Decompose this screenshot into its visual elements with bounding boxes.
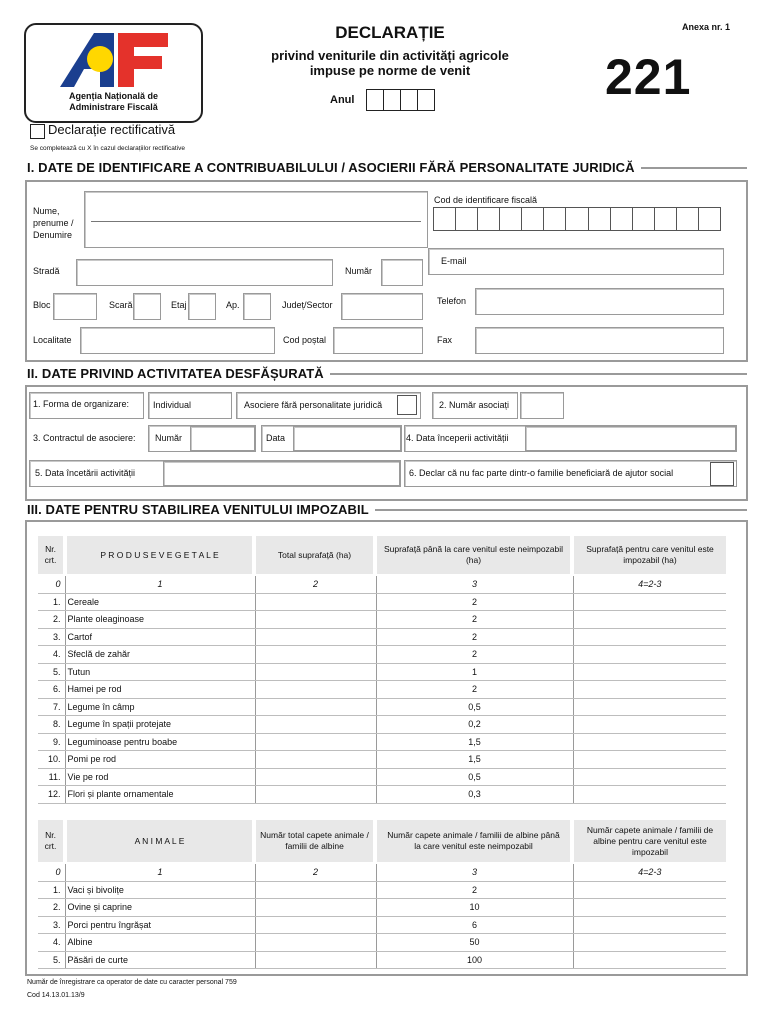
animal-index-4: 4=2-3 [573,864,726,881]
crop-row [38,663,726,681]
crop-taxable-cell[interactable] [573,663,726,681]
crop-taxable-cell[interactable] [573,698,726,716]
animal-index-1: 1 [65,864,255,881]
rectification-label: Declarație rectificativă [48,122,176,137]
crop-taxable-cell[interactable] [573,768,726,786]
associates-label: 2. Număr asociați [439,400,510,410]
crop-limit: 2 [376,628,573,646]
number-label: Număr [345,266,373,276]
name-field[interactable] [84,191,428,248]
crop-limit: 2 [376,593,573,611]
animal-header-taxable: Număr capete animale / familii de albine pentru care venitul este impozabil [574,820,726,862]
rectification-note: Se completează cu X în cazul declarațiilor rectificative [30,145,185,152]
crop-nr: 12. [38,786,65,804]
annex-label: Anexa nr. 1 [682,22,731,32]
postal-label: Cod poștal [283,335,327,345]
crop-index-1: 1 [65,576,255,593]
section2-title: II. DATE PRIVIND ACTIVITATEA DESFĂȘURATĂ [27,366,747,381]
crop-nr: 10. [38,751,65,769]
agency-logo-box [24,23,203,123]
start-date-field[interactable] [525,426,736,451]
form-code: Cod 14.13.01.13/9 [27,992,85,999]
animal-limit: 100 [376,951,573,969]
crop-nr: 8. [38,716,65,734]
email-label: E-mail [441,256,467,266]
name-label-line1: Nume, [33,206,60,216]
crop-nr: 1. [38,593,65,611]
crop-total-cell[interactable] [255,768,376,786]
crop-limit: 2 [376,611,573,629]
crop-nr: 4. [38,646,65,664]
crop-name: Cartof [65,628,255,646]
crop-index-2: 2 [255,576,376,593]
animal-limit: 50 [376,934,573,952]
start-date-label: 4. Data începerii activității [406,433,509,443]
bloc-field[interactable] [53,293,97,320]
animal-name: Vaci și bivolițe [65,881,255,899]
crop-nr: 3. [38,628,65,646]
crop-index-4: 4=2-3 [573,576,726,593]
contract-label: 3. Contractul de asociere: [33,433,136,443]
associates-field[interactable] [520,392,564,419]
crop-total-cell[interactable] [255,786,376,804]
crop-table [38,576,726,804]
crop-row [38,716,726,734]
form-subtitle-line1: privind veniturile din activități agricole [271,48,509,63]
crop-row [38,646,726,664]
judet-field[interactable] [341,293,423,320]
animal-header-nr: Nr. crt. [38,820,63,862]
animal-row [38,881,726,899]
crop-total-cell[interactable] [255,751,376,769]
crop-header-taxable: Suprafață pentru care venitul este impozabil (ha) [574,536,726,574]
agency-name [26,91,201,113]
crop-nr: 9. [38,733,65,751]
ap-label: Ap. [226,300,240,310]
crop-nr: 11. [38,768,65,786]
crop-name: Legume în câmp [65,698,255,716]
form-number: 221 [605,49,692,105]
crop-limit: 1 [376,663,573,681]
ap-field[interactable] [243,293,271,320]
phone-field[interactable] [475,288,724,315]
crop-limit: 2 [376,681,573,699]
animal-taxable-cell[interactable] [573,951,726,969]
animal-taxable-cell[interactable] [573,881,726,899]
cif-input[interactable] [433,207,721,231]
crop-name: Legume în spații protejate [65,716,255,734]
animal-row [38,951,726,969]
operator-note: Număr de înregistrare ca operator de date cu caracter personal 759 [27,979,237,986]
crop-total-cell[interactable] [255,733,376,751]
name-label-line2: prenume / [33,218,74,228]
crop-total-cell[interactable] [255,611,376,629]
form-title: DECLARAȚIE [335,23,445,42]
rectification-checkbox[interactable] [30,124,45,139]
animal-limit: 2 [376,881,573,899]
crop-header-exempt: Suprafață până la care venitul este neimpozabil (ha) [377,536,570,574]
section1-title: I. DATE DE IDENTIFICARE A CONTRIBUABILULUI / ASOCIERII FĂRĂ PERSONALITATE JURIDICĂ [27,160,747,175]
crop-limit: 0,3 [376,786,573,804]
crop-total-cell[interactable] [255,681,376,699]
animal-table [38,864,726,969]
declare-label: 6. Declar că nu fac parte dintr-o familie beneficiară de ajutor social [409,468,674,478]
crop-name: Leguminoase pentru boabe [65,733,255,751]
animal-nr: 1. [38,881,65,899]
crop-nr: 6. [38,681,65,699]
animal-total-cell[interactable] [255,951,376,969]
scara-label: Scară [109,300,133,310]
animal-row [38,934,726,952]
animal-nr: 2. [38,899,65,917]
fax-label: Fax [437,335,453,345]
animal-name: Ovine și caprine [65,899,255,917]
crop-taxable-cell[interactable] [573,681,726,699]
crop-nr: 5. [38,663,65,681]
crop-nr: 7. [38,698,65,716]
scara-field[interactable] [133,293,161,320]
crop-row [38,733,726,751]
crop-row [38,593,726,611]
agency-name-line2: Administrare Fiscală [69,102,158,112]
contract-number-label: Număr [155,433,183,443]
animal-total-cell[interactable] [255,899,376,917]
end-date-field[interactable] [163,461,400,486]
contract-date-label: Data [266,433,286,443]
animal-total-cell[interactable] [255,934,376,952]
crop-row [38,698,726,716]
crop-limit: 1,5 [376,751,573,769]
crop-row [38,786,726,804]
crop-row [38,681,726,699]
crop-name: Vie pe rod [65,768,255,786]
crop-header-total: Total suprafață (ha) [256,536,373,574]
animal-name: Albine [65,934,255,952]
crop-name: Sfeclă de zahăr [65,646,255,664]
crop-index-0: 0 [38,576,65,593]
animal-taxable-cell[interactable] [573,899,726,917]
crop-limit: 0,2 [376,716,573,734]
crop-nr: 2. [38,611,65,629]
street-field[interactable] [76,259,333,286]
form-subtitle-line2: impuse pe norme de venit [309,63,471,78]
crop-index-row [38,576,726,593]
crop-limit: 2 [376,646,573,664]
etaj-label: Etaj [171,300,187,310]
locality-field[interactable] [80,327,275,354]
crop-limit: 0,5 [376,768,573,786]
animal-taxable-cell[interactable] [573,934,726,952]
crop-name: Hamei pe rod [65,681,255,699]
street-label: Stradă [33,266,60,276]
crop-taxable-cell[interactable] [573,628,726,646]
year-label: Anul [330,94,355,106]
crop-taxable-cell[interactable] [573,716,726,734]
end-date-label: 5. Data încetării activității [35,468,136,478]
name-label-line3: Denumire [33,230,73,240]
cif-label: Cod de identificare fiscală [434,195,538,205]
animal-index-2: 2 [255,864,376,881]
crop-header-name: P R O D U S E V E G E T A L E [67,536,252,574]
crop-name: Tutun [65,663,255,681]
animal-index-0: 0 [38,864,65,881]
fax-field[interactable] [475,327,724,354]
crop-header-nr: Nr. crt. [38,536,63,574]
animal-index-3: 3 [376,864,573,881]
contract-number-field[interactable] [190,426,255,451]
crop-name: Flori și plante ornamentale [65,786,255,804]
crop-total-cell[interactable] [255,716,376,734]
animal-nr: 3. [38,916,65,934]
crop-limit: 0,5 [376,698,573,716]
association-label: Asociere fără personalitate juridică [244,400,383,410]
year-input[interactable] [366,89,434,111]
crop-taxable-cell[interactable] [573,593,726,611]
crop-row [38,751,726,769]
postal-field[interactable] [333,327,423,354]
crop-limit: 1,5 [376,733,573,751]
crop-taxable-cell[interactable] [573,646,726,664]
animal-row [38,899,726,917]
animal-header-name: A N I M A L E [67,820,252,862]
crop-row [38,768,726,786]
crop-row [38,611,726,629]
animal-total-cell[interactable] [255,881,376,899]
crop-row [38,628,726,646]
crop-taxable-cell[interactable] [573,786,726,804]
animal-nr: 4. [38,934,65,952]
crop-taxable-cell[interactable] [573,733,726,751]
association-checkbox[interactable] [397,395,417,415]
phone-label: Telefon [437,296,467,306]
crop-name: Pomi pe rod [65,751,255,769]
name-label [33,205,74,241]
animal-nr: 5. [38,951,65,969]
org-form-label: 1. Forma de organizare: [33,399,130,409]
animal-limit: 10 [376,899,573,917]
crop-total-cell[interactable] [255,663,376,681]
etaj-field[interactable] [188,293,216,320]
animal-name: Porci pentru îngrășat [65,916,255,934]
bloc-label: Bloc [33,300,51,310]
animal-header-exempt: Număr capete animale / familii de albine până la care venitul este neimpozabil [377,820,570,862]
declare-checkbox[interactable] [710,462,734,486]
animal-name: Păsări de curte [65,951,255,969]
individual-label: Individual [153,400,192,410]
form-subtitle [235,48,545,78]
animal-total-cell[interactable] [255,916,376,934]
anaf-logo-icon [54,29,174,91]
name-field-divider [91,221,421,222]
crop-total-cell[interactable] [255,646,376,664]
judet-label: Județ/Sector [282,300,333,310]
locality-label: Localitate [33,335,72,345]
animal-taxable-cell[interactable] [573,916,726,934]
crop-taxable-cell[interactable] [573,751,726,769]
crop-total-cell[interactable] [255,698,376,716]
crop-taxable-cell[interactable] [573,611,726,629]
animal-limit: 6 [376,916,573,934]
animal-row [38,916,726,934]
animal-header-total: Număr total capete animale / familii de albine [256,820,373,862]
section3-title: III. DATE PENTRU STABILIREA VENITULUI IMPOZABIL [27,502,747,517]
email-field[interactable] [428,248,724,275]
crop-name: Cereale [65,593,255,611]
crop-total-cell[interactable] [255,593,376,611]
animal-index-row [38,864,726,881]
number-field[interactable] [381,259,423,286]
crop-total-cell[interactable] [255,628,376,646]
contract-date-field[interactable] [293,426,401,451]
crop-name: Plante oleaginoase [65,611,255,629]
crop-index-3: 3 [376,576,573,593]
agency-name-line1: Agenția Națională de [68,91,158,101]
